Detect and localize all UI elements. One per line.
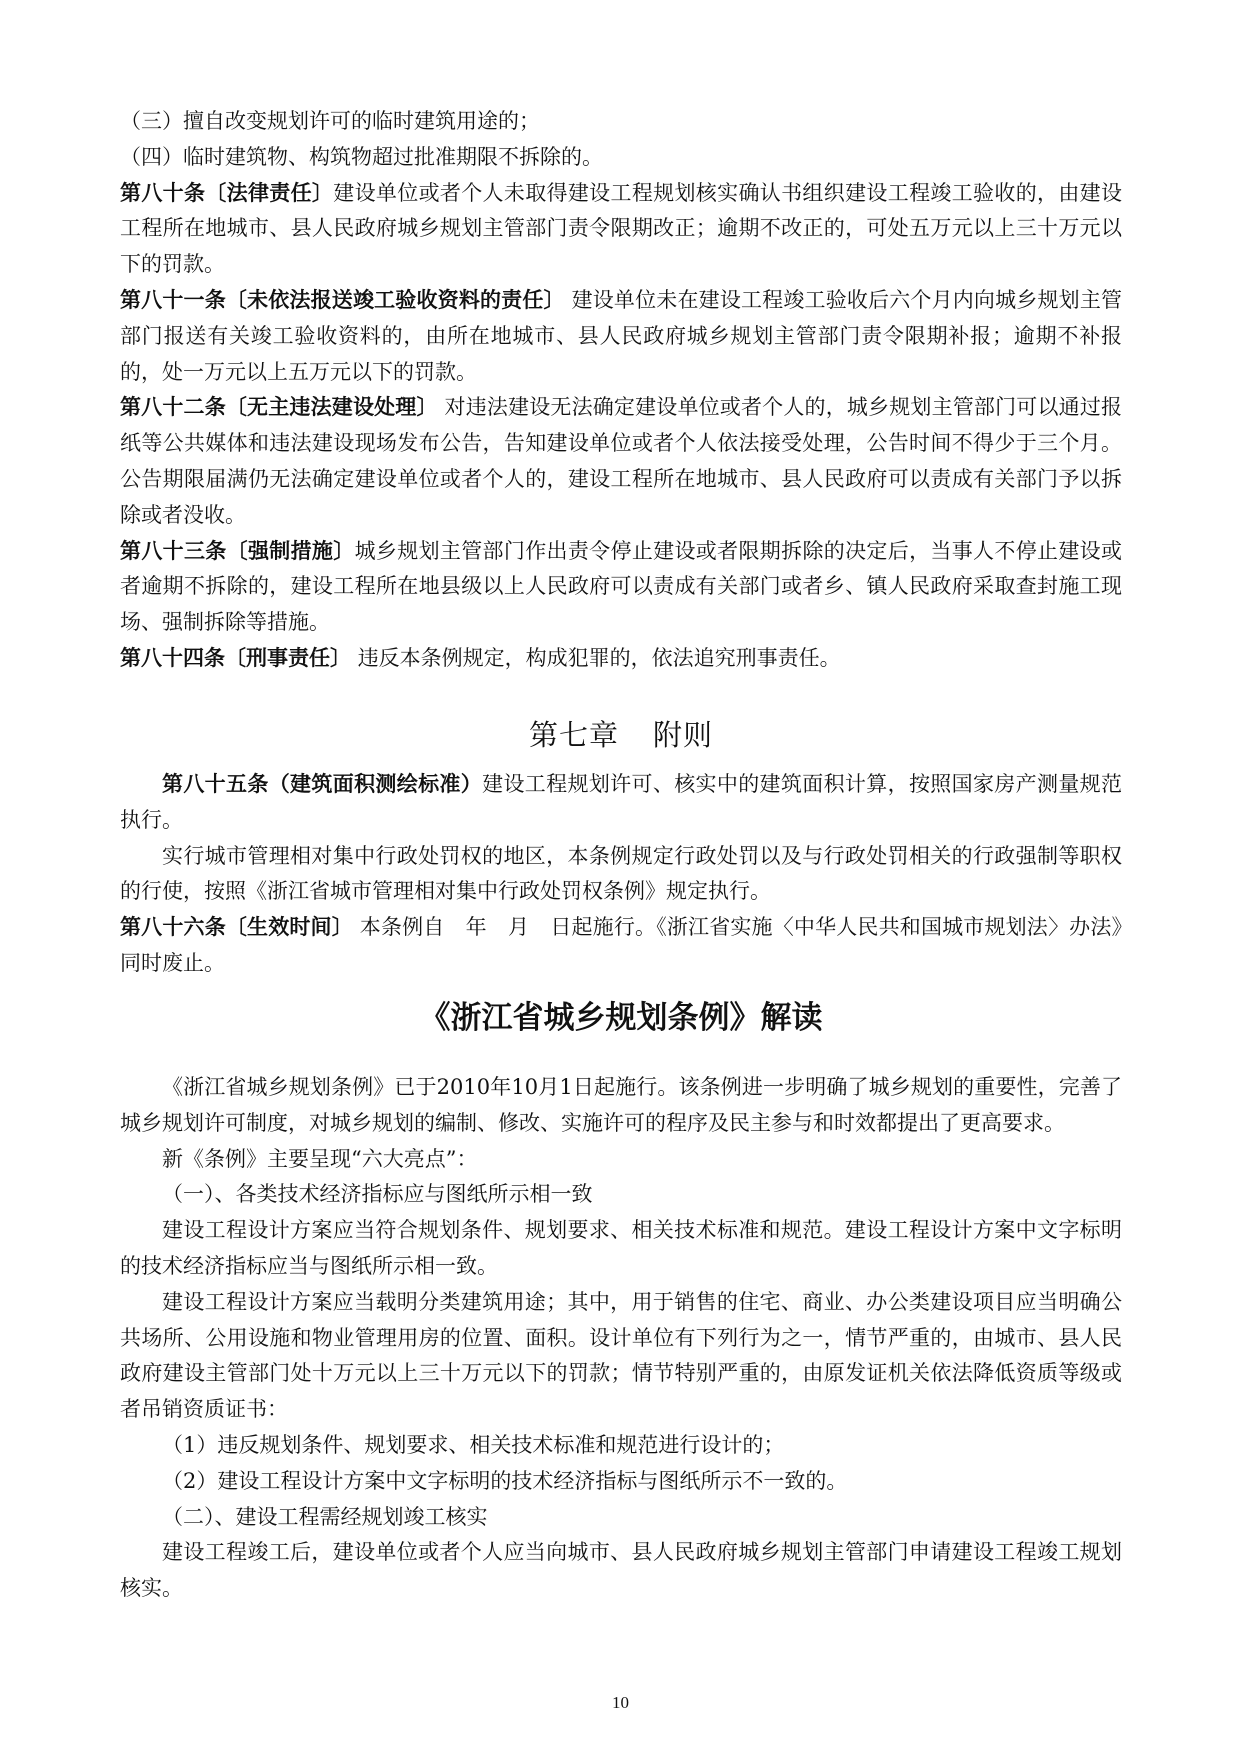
item-three: （三）擅自改变规划许可的临时建筑用途的； [120,109,540,133]
interpretation-block [120,1070,1122,1607]
article-head: 第八十四条〔刑事责任〕 [120,645,351,670]
article-85-paragraph-2: 实行城市管理相对集中行政处罚权的地区，本条例规定行政处罚以及与行政处罚相关的行政强制等职权的行使，按照《浙江省城市管理相对集中行政处罚权条例》规定执行。 [120,843,1122,904]
article-head: 第八十二条〔无主违法建设处理〕 [120,395,438,420]
article-body: 建设单位或者个人未取得建设工程规划核实确认书组织建设工程竣工验收的，由建设工程所在地城市、县人民政府城乡规划主管部门责令限期改正；逾期不改正的，可处五万元以上三十万元以下的罚款。 [120,180,1123,277]
interpretation-paragraph: （2）建设工程设计方案中文字标明的技术经济指标与图纸所示不一致的。 [162,1468,848,1493]
chapter-name: 附则 [653,718,714,752]
chapter-seven-block [120,767,1122,982]
article-83 [120,534,1122,641]
article-body: 本条例自 年 月 日起施行。《浙江省实施〈中华人民共和国城市规划法〉办法》同时废止。 [120,915,1122,975]
article-80 [120,176,1122,283]
article-body: 对违法建设无法确定建设单位或者个人的，城乡规划主管部门可以通过报纸等公共媒体和违法建设现场发布公告，告知建设单位或者个人依法接受处理，公告时间不得少于三个月。公告期限届满仍无法确定建设单位或者个人的，建设工程所在地城市、县人民政府可以责成有关部门予以拆除或者没收。 [120,395,1122,527]
interpretation-paragraph: （二）、建设工程需经规划竣工核实 [162,1504,488,1529]
article-head: 第八十条〔法律责任〕 [120,180,334,205]
article-head: 第八十五条（建筑面积测绘标准） [162,772,483,796]
interpretation-title: 《浙江省城乡规划条例》解读 [419,1000,823,1036]
interpretation-paragraph: 建设工程设计方案应当符合规划条件、规划要求、相关技术标准和规范。建设工程设计方案中文字标明的技术经济指标应当与图纸所示相一致。 [120,1218,1122,1278]
page-number: 10 [612,1693,629,1712]
articles-top-block [120,104,1122,677]
article-84 [120,641,1122,677]
article-head: 第八十六条〔生效时间〕 [120,915,353,940]
item-four: （四）临时建筑物、构筑物超过批准期限不拆除的。 [120,144,603,169]
interpretation-paragraph: 《浙江省城乡规划条例》已于2010年10月1日起施行。该条例进一步明确了城乡规划的重要性，完善了城乡规划许可制度，对城乡规划的编制、修改、实施许可的程序及民主参与和时效都提出了更高要求。 [120,1075,1122,1135]
chapter-heading [120,713,1122,754]
interpretation-paragraph: 建设工程竣工后，建设单位或者个人应当向城市、县人民政府城乡规划主管部门申请建设工程竣工规划核实。 [120,1540,1122,1601]
article-81 [120,283,1122,390]
article-body: 违反本条例规定，构成犯罪的，依法追究刑事责任。 [357,645,841,670]
interpretation-paragraph: （1）违反规划条件、规划要求、相关技术标准和规范进行设计的； [162,1432,785,1457]
article-85 [120,767,1122,839]
article-body: 建设单位未在建设工程竣工验收后六个月内向城乡规划主管部门报送有关竣工验收资料的，由所在地城市、县人民政府城乡规划主管部门责令限期补报；逾期不补报的，处一万元以上五万元以下的罚款。 [120,287,1122,384]
article-86 [120,910,1122,982]
article-head: 第八十三条〔强制措施〕 [120,538,355,563]
chapter-label: 第七章 [528,718,619,752]
article-body: 建设工程规划许可、核实中的建筑面积计算，按照国家房产测量规范执行。 [120,772,1123,832]
article-82 [120,390,1122,533]
interpretation-paragraph: 新《条例》主要呈现“六大亮点”： [162,1146,478,1171]
article-head: 第八十一条〔未依法报送竣工验收资料的责任〕 [120,287,565,312]
article-body: 城乡规划主管部门作出责令停止建设或者限期拆除的决定后，当事人不停止建设或者逾期不拆除的，建设工程所在地县级以上人民政府可以责成有关部门或者乡、镇人民政府采取查封施工现场、强制拆除等措施。 [120,538,1123,635]
interpretation-paragraph: （一）、各类技术经济指标应与图纸所示相一致 [162,1182,593,1207]
interpretation-paragraph: 建设工程设计方案应当载明分类建筑用途；其中，用于销售的住宅、商业、办公类建设项目应当明确公共场所、公用设施和物业管理用房的位置、面积。设计单位有下列行为之一，情节严重的，由城市、县人民政府建设主管部门处十万元以上三十万元以下的罚款；情节特别严重的，由原发证机关依法降低资质等级或者吊销资质证书： [120,1289,1122,1422]
